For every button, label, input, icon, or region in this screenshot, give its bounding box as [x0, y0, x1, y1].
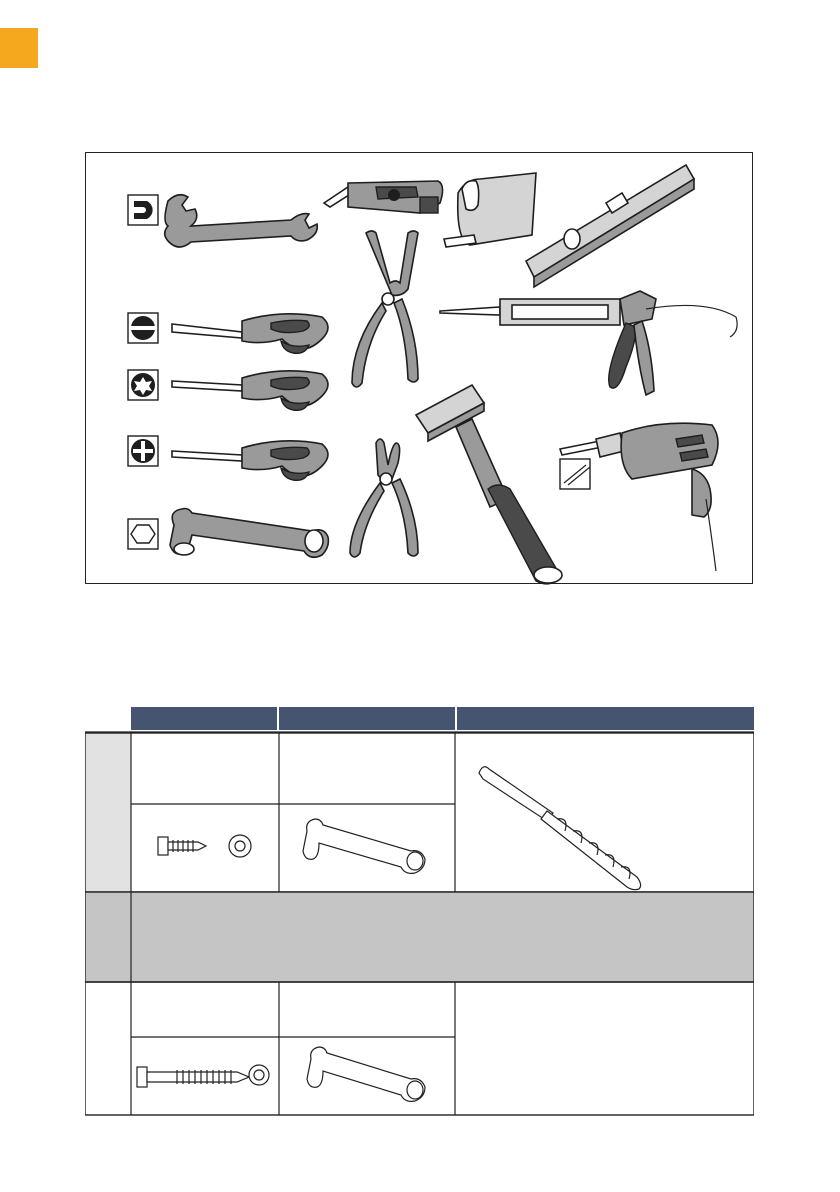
drill-bit-icon [560, 459, 590, 489]
slotted-screwdriver [172, 314, 328, 354]
torx-screwdriver [172, 371, 328, 411]
drill-bit [479, 767, 641, 890]
wire-stripping-pliers [352, 231, 418, 387]
table-row-1 [85, 733, 754, 892]
torx-tip-icon [128, 370, 158, 400]
hammer [416, 385, 562, 584]
chapter-tab [0, 28, 38, 68]
hex-socket-icon [128, 519, 158, 549]
tools-panel [85, 152, 753, 584]
tape-measure [444, 173, 536, 247]
wrench-size-icon [128, 195, 158, 225]
table-header-col-2 [279, 707, 455, 730]
table-header-col-1 [131, 707, 277, 730]
socket-wrench [170, 509, 328, 558]
table-header-col-3 [457, 707, 754, 730]
fixing-table [85, 707, 754, 1117]
self-drilling-screw [158, 835, 251, 857]
socket-wrench-small-2 [307, 1047, 425, 1101]
pozidriv-screwdriver [172, 441, 328, 481]
table-row-2 [85, 892, 754, 982]
hex-head-screw [137, 1065, 269, 1087]
pozidriv-tip-icon [128, 436, 158, 466]
open-end-wrench [165, 195, 318, 247]
utility-knife [324, 181, 443, 213]
socket-wrench-small [303, 819, 425, 873]
electric-drill [560, 423, 718, 571]
caulking-gun [440, 291, 737, 395]
spirit-level [526, 165, 694, 287]
table-row-3 [85, 982, 754, 1115]
diagonal-cutter-pliers [350, 439, 418, 557]
slotted-tip-icon [128, 313, 158, 343]
